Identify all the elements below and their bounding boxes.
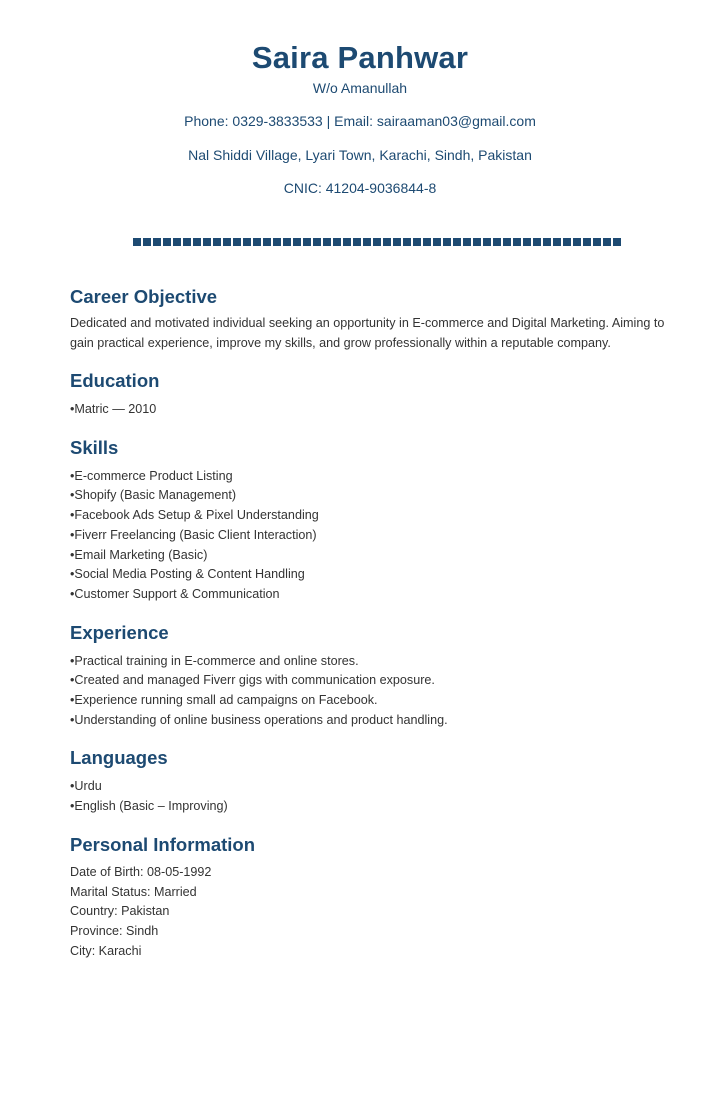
divider-square xyxy=(323,238,331,246)
divider-square xyxy=(263,238,271,246)
cnic-line: CNIC: 41204-9036844-8 xyxy=(283,180,437,196)
list-item: • Practical training in E-commerce and online stores. xyxy=(70,652,690,672)
education-list xyxy=(70,400,690,420)
divider-square xyxy=(313,238,321,246)
divider-square xyxy=(233,238,241,246)
divider-square xyxy=(133,238,141,246)
divider-square xyxy=(543,238,551,246)
divider-square xyxy=(423,238,431,246)
divider-square xyxy=(393,238,401,246)
list-item: • Experience running small ad campaigns on Facebook. xyxy=(70,691,690,711)
divider-square xyxy=(283,238,291,246)
divider-square xyxy=(563,238,571,246)
section-title-personal-information: Personal Information xyxy=(70,833,256,855)
divider-square xyxy=(143,238,151,246)
section-title-career-objective: Career Objective xyxy=(70,286,218,307)
section-personal-information xyxy=(70,831,690,962)
divider-square xyxy=(463,238,471,246)
languages-list xyxy=(70,777,690,816)
divider-square xyxy=(403,238,411,246)
section-title-experience: Experience xyxy=(70,621,169,643)
divider-square xyxy=(583,238,591,246)
divider-square xyxy=(553,238,561,246)
divider-square xyxy=(373,238,381,246)
divider-square xyxy=(193,238,201,246)
header-divider xyxy=(133,238,623,248)
divider-square xyxy=(273,238,281,246)
divider-square xyxy=(483,238,491,246)
personal-info-line: City: Karachi xyxy=(70,943,142,958)
list-item: • Email Marketing (Basic) xyxy=(70,546,690,566)
personal-info-line: Country: Pakistan xyxy=(70,904,170,919)
divider-square xyxy=(213,238,221,246)
divider-square xyxy=(473,238,481,246)
divider-square xyxy=(173,238,181,246)
divider-square xyxy=(613,238,621,246)
section-title-languages: Languages xyxy=(70,747,168,769)
divider-square xyxy=(333,238,341,246)
divider-square xyxy=(223,238,231,246)
candidate-name: Saira Panhwar xyxy=(251,40,469,75)
divider-square xyxy=(293,238,301,246)
list-item: • Created and managed Fiverr gigs with communication exposure. xyxy=(70,671,690,691)
career-objective-text: Dedicated and motivated individual seeking an opportunity in E-commerce and Digital Marketing. Aiming to gain practical experience, improve my skills, and grow professionally within a reputable company. xyxy=(70,316,665,350)
resume-header xyxy=(0,0,720,198)
divider-square xyxy=(303,238,311,246)
spouse-line: W/o Amanullah xyxy=(312,80,408,96)
divider-square xyxy=(353,238,361,246)
divider-square xyxy=(413,238,421,246)
section-title-skills: Skills xyxy=(70,436,119,458)
divider-square xyxy=(253,238,261,246)
section-languages xyxy=(70,744,690,816)
divider-square xyxy=(523,238,531,246)
resume-body xyxy=(70,283,690,961)
section-skills xyxy=(70,434,690,605)
divider-square xyxy=(603,238,611,246)
divider-square xyxy=(363,238,371,246)
list-item: • Urdu xyxy=(70,777,690,797)
list-item: • E-commerce Product Listing xyxy=(70,467,690,487)
divider-square xyxy=(183,238,191,246)
divider-square xyxy=(493,238,501,246)
list-item: • Fiverr Freelancing (Basic Client Interaction) xyxy=(70,526,690,546)
divider-square xyxy=(443,238,451,246)
divider-square xyxy=(243,238,251,246)
divider-square xyxy=(163,238,171,246)
list-item: • Facebook Ads Setup & Pixel Understanding xyxy=(70,506,690,526)
divider-square xyxy=(383,238,391,246)
address-line: Nal Shiddi Village, Lyari Town, Karachi, Sindh, Pakistan xyxy=(188,147,532,163)
personal-info-line: Province: Sindh xyxy=(70,923,159,938)
personal-info-list xyxy=(70,863,690,962)
personal-info-line: Date of Birth: 08-05-1992 xyxy=(70,864,212,879)
section-experience xyxy=(70,619,690,731)
list-item: • Shopify (Basic Management) xyxy=(70,486,690,506)
personal-info-line: Marital Status: Married xyxy=(70,884,197,899)
divider-square xyxy=(573,238,581,246)
divider-square xyxy=(203,238,211,246)
list-item: • Social Media Posting & Content Handling xyxy=(70,565,690,585)
contact-line: Phone: 0329-3833533 | Email: sairaaman03@gmail.com xyxy=(184,113,536,129)
list-item: • Customer Support & Communication xyxy=(70,585,690,605)
divider-square xyxy=(533,238,541,246)
divider-square xyxy=(593,238,601,246)
section-title-education: Education xyxy=(70,370,160,391)
divider-square xyxy=(513,238,521,246)
list-item: • English (Basic – Improving) xyxy=(70,797,690,817)
experience-list xyxy=(70,652,690,731)
section-career-objective xyxy=(70,283,690,353)
divider-square xyxy=(343,238,351,246)
divider-square xyxy=(503,238,511,246)
skills-list xyxy=(70,467,690,605)
divider-square xyxy=(153,238,161,246)
divider-square xyxy=(433,238,441,246)
list-item: • Understanding of online business operations and product handling. xyxy=(70,711,690,731)
list-item: • Matric — 2010 xyxy=(70,400,690,420)
divider-square xyxy=(453,238,461,246)
section-education xyxy=(70,367,690,420)
